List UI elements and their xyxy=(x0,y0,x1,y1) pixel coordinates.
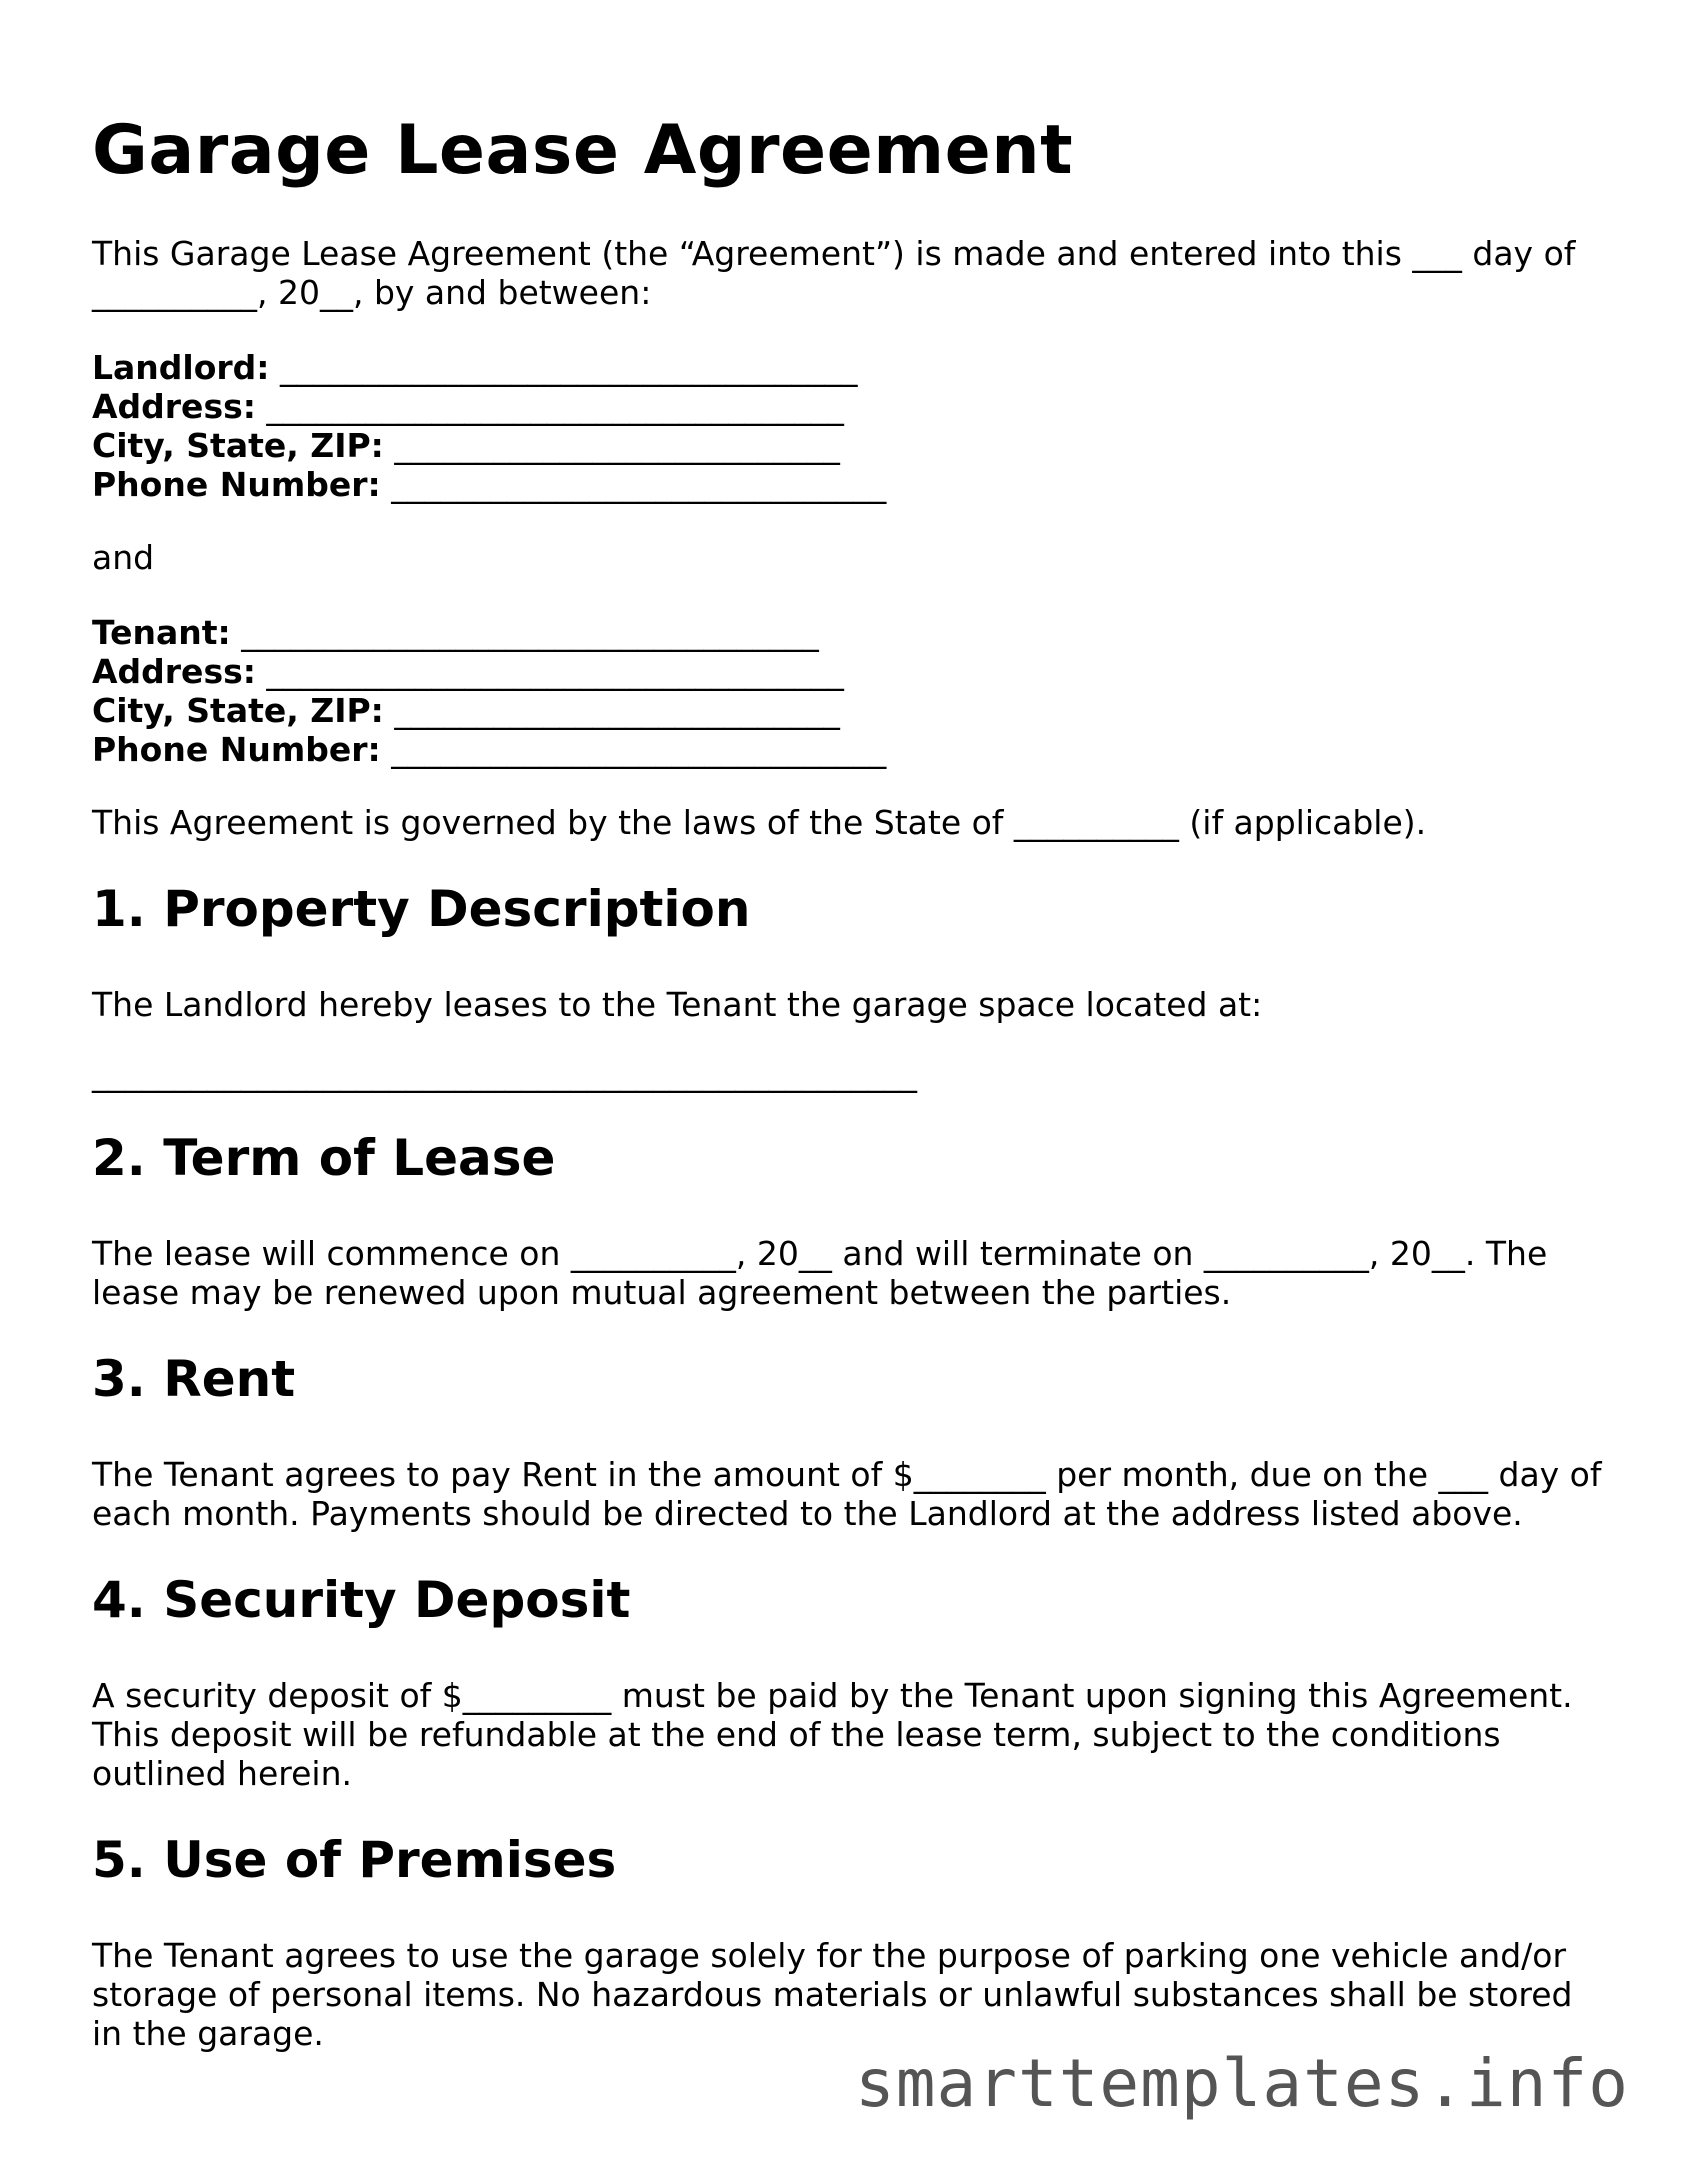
landlord-name-line xyxy=(92,348,1602,387)
landlord-city-line xyxy=(92,426,1602,465)
watermark-text: smarttemplates.info xyxy=(855,2045,1629,2122)
tenant-address-blank: ___________________________________ xyxy=(266,652,844,692)
tenant-address-line xyxy=(92,652,1602,691)
landlord-address-label: Address: xyxy=(92,387,256,427)
landlord-address-blank: ___________________________________ xyxy=(266,387,844,427)
section-heading-term: 2. Term of Lease xyxy=(92,1129,556,1188)
landlord-address-line xyxy=(92,387,1602,426)
section-heading-property: 1. Property Description xyxy=(92,880,751,939)
landlord-phone-blank: ______________________________ xyxy=(391,465,887,505)
tenant-name-label: Tenant: xyxy=(92,613,231,653)
tenant-name-line xyxy=(92,613,1602,652)
section-text-deposit: A security deposit of $_________ must be paid by the Tenant upon signing this Agreement. This deposit will be refundable at the end of the lease term, subject to the conditions outlined herein. xyxy=(92,1676,1573,1794)
tenant-address-label: Address: xyxy=(92,652,256,692)
landlord-name-label: Landlord: xyxy=(92,348,270,388)
landlord-city-label: City, State, ZIP: xyxy=(92,426,384,466)
landlord-block xyxy=(92,348,1602,504)
landlord-phone-line xyxy=(92,465,1602,504)
tenant-phone-line xyxy=(92,730,1602,769)
landlord-name-blank: ___________________________________ xyxy=(280,348,858,388)
section-heading-use: 5. Use of Premises xyxy=(92,1831,617,1890)
tenant-phone-label: Phone Number: xyxy=(92,730,381,770)
landlord-city-blank: ___________________________ xyxy=(394,426,840,466)
tenant-name-blank: ___________________________________ xyxy=(241,613,819,653)
intro-paragraph: This Garage Lease Agreement (the “Agreement”) is made and entered into this ___ day of __________, 20__, by and between: xyxy=(92,234,1576,313)
tenant-city-blank: ___________________________ xyxy=(394,691,840,731)
section-heading-deposit: 4. Security Deposit xyxy=(92,1571,631,1630)
tenant-phone-blank: ______________________________ xyxy=(391,730,887,770)
section-text-term: The lease will commence on __________, 20__ and will terminate on __________, 20__. The lease may be renewed upon mutual agreement between the parties. xyxy=(92,1234,1548,1313)
tenant-block xyxy=(92,613,1602,769)
property-address-blank: __________________________________________________ xyxy=(92,1054,917,1094)
document-title: Garage Lease Agreement xyxy=(92,111,1074,190)
tenant-city-line xyxy=(92,691,1602,730)
and-text: and xyxy=(92,538,155,578)
tenant-city-label: City, State, ZIP: xyxy=(92,691,384,731)
governing-law-paragraph: This Agreement is governed by the laws of the State of __________ (if applicable). xyxy=(92,803,1427,843)
section-text-property: The Landlord hereby leases to the Tenant the garage space located at: xyxy=(92,985,1263,1025)
section-text-use: The Tenant agrees to use the garage solely for the purpose of parking one vehicle and/or storage of personal items. No hazardous materials or unlawful substances shall be stored in the garage. xyxy=(92,1936,1573,2054)
landlord-phone-label: Phone Number: xyxy=(92,465,381,505)
document-page xyxy=(92,112,1602,2093)
section-heading-rent: 3. Rent xyxy=(92,1350,296,1409)
section-text-rent: The Tenant agrees to pay Rent in the amount of $________ per month, due on the ___ day of each month. Payments should be directed to the Landlord at the address listed above. xyxy=(92,1455,1602,1534)
